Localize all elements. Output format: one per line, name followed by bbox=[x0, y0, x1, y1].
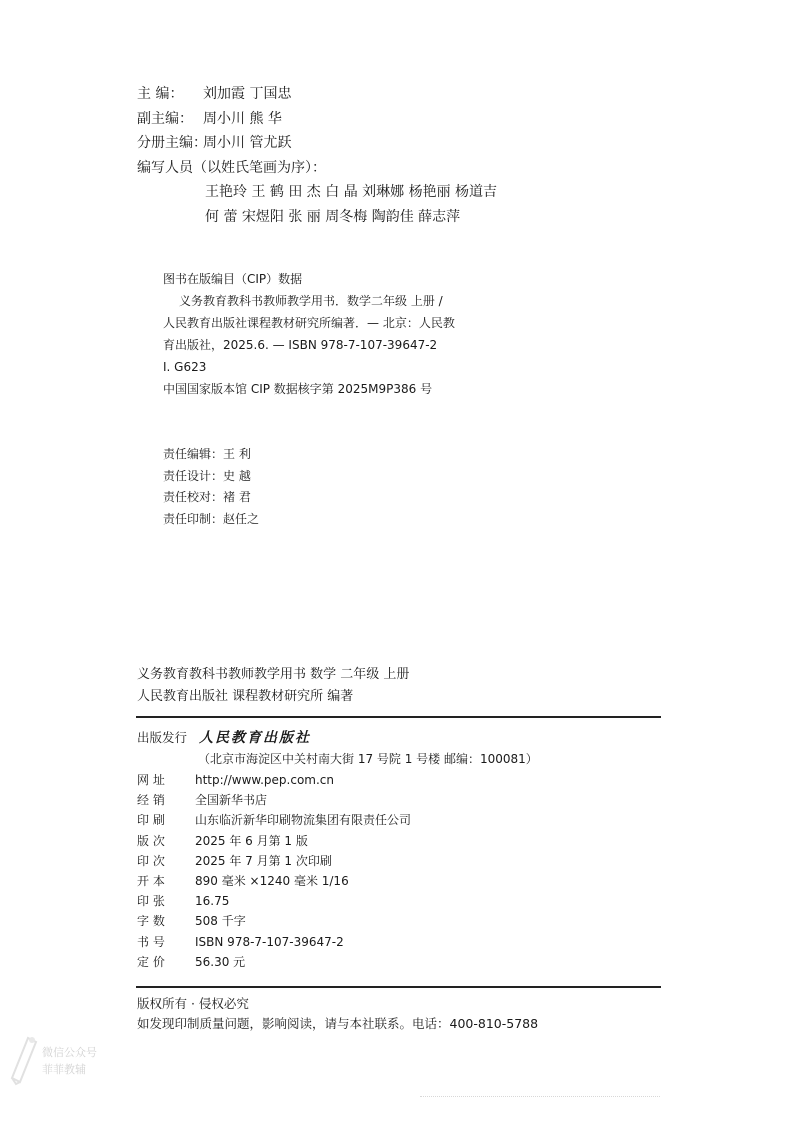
publication-row-value: 56.30 元 bbox=[195, 954, 246, 969]
resp-design: 责任设计：史 越 bbox=[163, 468, 251, 483]
cip-line-5: 中国国家版本馆 CIP 数据核字第 2025M9P386 号 bbox=[163, 382, 433, 396]
book-author: 人民教育出版社 课程教材研究所 编著 bbox=[137, 689, 354, 704]
publisher-label: 出版发行 bbox=[137, 730, 188, 745]
publication-row-value: 全国新华书店 bbox=[195, 793, 268, 808]
responsibility-block bbox=[163, 444, 259, 530]
publication-row-value: 山东临沂新华印刷物流集团有限责任公司 bbox=[195, 813, 412, 828]
publication-row-label: 书 号 bbox=[137, 934, 165, 949]
writers-line-2: 何 蕾 宋煜阳 张 丽 周冬梅 陶韵佳 薛志萍 bbox=[205, 209, 461, 225]
rights-reserved: 版权所有 · 侵权必究 bbox=[137, 996, 249, 1011]
quality-contact: 如发现印制质量问题，影响阅读，请与本社联系。电话：400-810-5788 bbox=[137, 1016, 539, 1031]
publication-row-label: 版 次 bbox=[137, 833, 165, 848]
publication-row bbox=[137, 790, 411, 810]
watermark-line-1: 微信公众号 bbox=[42, 1046, 97, 1059]
publication-row bbox=[137, 932, 411, 952]
publication-row bbox=[137, 851, 411, 871]
cip-line-3: 育出版社，2025.6. — ISBN 978-7-107-39647-2 bbox=[163, 338, 438, 352]
publisher-row bbox=[137, 727, 311, 747]
cip-title: 图书在版编目（CIP）数据 bbox=[163, 272, 303, 286]
publication-row-label: 印 次 bbox=[137, 853, 165, 868]
publication-row bbox=[137, 871, 411, 891]
publication-row-label: 字 数 bbox=[137, 914, 165, 929]
watermark-line-2: 菲菲教辅 bbox=[42, 1063, 86, 1076]
publication-row-value: 890 毫米 ×1240 毫米 1/16 bbox=[195, 874, 349, 889]
resp-editor: 责任编辑：王 利 bbox=[163, 447, 251, 461]
publication-row-value: 2025 年 6 月第 1 版 bbox=[195, 833, 308, 848]
publication-row-value: http://www.pep.com.cn bbox=[195, 773, 334, 787]
chief-editor-value: 刘加霞 丁国忠 bbox=[203, 86, 292, 102]
publication-row-label: 印 刷 bbox=[137, 813, 165, 828]
resp-printing: 责任印制：赵任之 bbox=[163, 511, 260, 526]
cip-line-4: Ⅰ. G623 bbox=[163, 360, 207, 374]
writers-heading: 编写人员（以姓氏笔画为序）： bbox=[137, 159, 326, 176]
cip-line-1: 义务教育教科书教师教学用书．数学二年级 上册 / bbox=[179, 294, 443, 308]
publication-row-value: ISBN 978-7-107-39647-2 bbox=[195, 934, 344, 949]
publication-row-value: 2025 年 7 月第 1 次印刷 bbox=[195, 853, 332, 868]
editors-block bbox=[137, 82, 326, 180]
volume-editor-value: 周小川 管尤跃 bbox=[203, 135, 292, 151]
top-divider bbox=[136, 716, 661, 718]
volume-editor-label: 分册主编： bbox=[137, 135, 207, 151]
scan-artifact bbox=[420, 1096, 660, 1100]
publisher-address: （北京市海淀区中关村南大街 17 号院 1 号楼 邮编：100081） bbox=[198, 752, 538, 766]
publication-row-label: 网 址 bbox=[137, 773, 165, 787]
publication-row-label: 印 张 bbox=[137, 894, 165, 909]
volume-editor-row bbox=[137, 131, 326, 156]
watermark-text bbox=[42, 1044, 97, 1078]
deputy-editor-row bbox=[137, 107, 326, 132]
book-title: 义务教育教科书教师教学用书 数学 二年级 上册 bbox=[137, 667, 410, 682]
chief-editor-row bbox=[137, 82, 326, 107]
watermark-pen-icon bbox=[6, 1030, 46, 1086]
publication-row bbox=[137, 770, 411, 790]
publication-table bbox=[137, 770, 411, 972]
publication-row bbox=[137, 952, 411, 972]
rights-block bbox=[137, 994, 538, 1034]
bottom-divider bbox=[136, 986, 661, 988]
resp-proofread: 责任校对：褚 君 bbox=[163, 490, 251, 504]
cip-block bbox=[163, 268, 455, 400]
publication-row-label: 定 价 bbox=[137, 954, 165, 969]
watermark bbox=[6, 1030, 124, 1088]
publication-row-label: 开 本 bbox=[137, 874, 165, 889]
writers-list bbox=[205, 180, 497, 230]
writers-line-1: 王艳玲 王 鹤 田 杰 白 晶 刘琳娜 杨艳丽 杨道吉 bbox=[205, 184, 498, 200]
deputy-editor-label: 副主编： bbox=[137, 110, 193, 127]
book-info bbox=[137, 664, 409, 708]
chief-editor-label: 主 编： bbox=[137, 86, 184, 102]
publication-row bbox=[137, 831, 411, 851]
cip-line-2: 人民教育出版社课程教材研究所编著．— 北京：人民教 bbox=[163, 316, 455, 330]
publication-row-value: 16.75 bbox=[195, 894, 230, 909]
publication-row bbox=[137, 891, 411, 911]
publication-row bbox=[137, 911, 411, 931]
publication-row bbox=[137, 810, 411, 830]
publisher-logo: 人民教育出版社 bbox=[199, 730, 311, 746]
publication-row-label: 经 销 bbox=[137, 793, 165, 808]
deputy-editor-value: 周小川 熊 华 bbox=[203, 110, 282, 127]
publication-row-value: 508 千字 bbox=[195, 914, 246, 929]
